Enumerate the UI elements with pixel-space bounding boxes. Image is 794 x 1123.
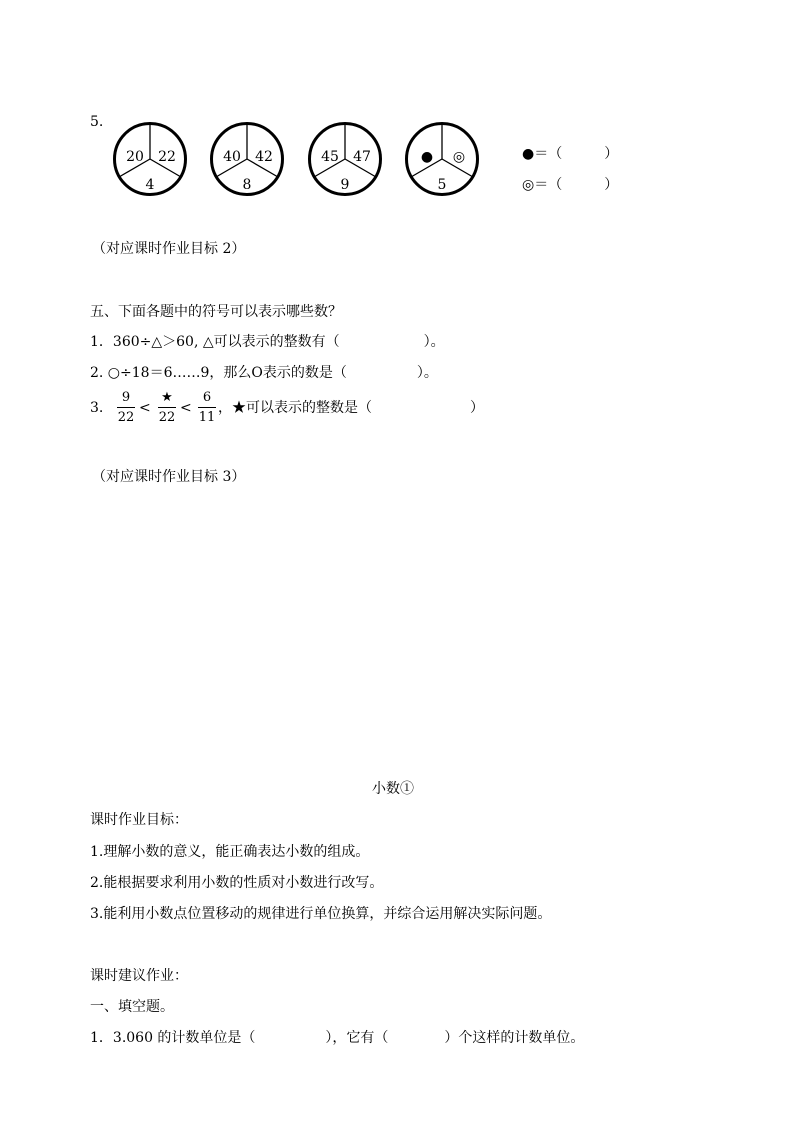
circle-value: 45: [321, 149, 339, 165]
fraction-2-denominator: 22: [158, 410, 176, 425]
fraction-3-bar: [198, 407, 216, 408]
goals-heading: 课时作业目标：: [90, 812, 188, 828]
number-circle: [209, 121, 285, 197]
number-circle: [112, 121, 188, 197]
answer-dot: ●＝（ ）: [522, 146, 619, 162]
circle-value: ◎: [452, 149, 466, 165]
fraction-2-bar: [158, 407, 176, 408]
circle-value: 42: [255, 149, 273, 165]
goal-1: 1.理解小数的意义，能正确表达小数的组成。: [90, 844, 370, 860]
circle-value: 40: [223, 149, 241, 165]
fraction-3-denominator: 11: [198, 410, 216, 425]
goal-reference-2: （对应课时作业目标 2）: [92, 241, 246, 257]
fraction-3-numerator: 6: [202, 390, 212, 405]
section-5-question-1: 1．360÷△＞60, △可以表示的整数有（ ）。: [90, 334, 445, 350]
fraction-1-bar: [117, 407, 135, 408]
lesson-title: 小数①: [372, 781, 414, 797]
goal-3: 3.能利用小数点位置移动的规律进行单位换算，并综合运用解决实际问题。: [90, 906, 552, 922]
fraction-2-numerator: ★: [161, 390, 173, 405]
fraction-1-denominator: 22: [117, 410, 135, 425]
circle-value: 5: [437, 177, 447, 193]
number-circle: [307, 121, 383, 197]
circle-value: 4: [145, 177, 155, 193]
less-than-1: <: [139, 400, 151, 416]
section-5-question-2: 2. ○÷18＝6……9，那么O表示的数是（ ）。: [90, 365, 438, 381]
section-5-title: 五、下面各题中的符号可以表示哪些数？: [90, 304, 342, 320]
goal-2: 2.能根据要求利用小数的性质对小数进行改写。: [90, 875, 384, 891]
less-than-2: <: [180, 400, 192, 416]
part-1-title: 一、填空题。: [90, 999, 174, 1015]
circle-value: 9: [340, 177, 350, 193]
circle-value: 47: [353, 149, 371, 165]
goal-reference-3: （对应课时作业目标 3）: [92, 469, 246, 485]
question-5-label: 5.: [90, 114, 104, 130]
q3-prefix: 3.: [90, 400, 104, 416]
q3-suffix: ，★可以表示的整数是（ ）: [218, 400, 484, 416]
fraction-1-numerator: 9: [121, 390, 131, 405]
homework-heading: 课时建议作业：: [90, 968, 188, 984]
answer-double-circle: ◎＝（ ）: [522, 177, 619, 193]
part-1-question-1: 1．3.060 的计数单位是（ ），它有（ ）个这样的计数单位。: [90, 1030, 585, 1046]
circle-value: 8: [242, 177, 252, 193]
circle-value: ●: [420, 149, 434, 165]
circle-value: 22: [158, 149, 176, 165]
number-circle: [404, 121, 480, 197]
circle-value: 20: [126, 149, 144, 165]
